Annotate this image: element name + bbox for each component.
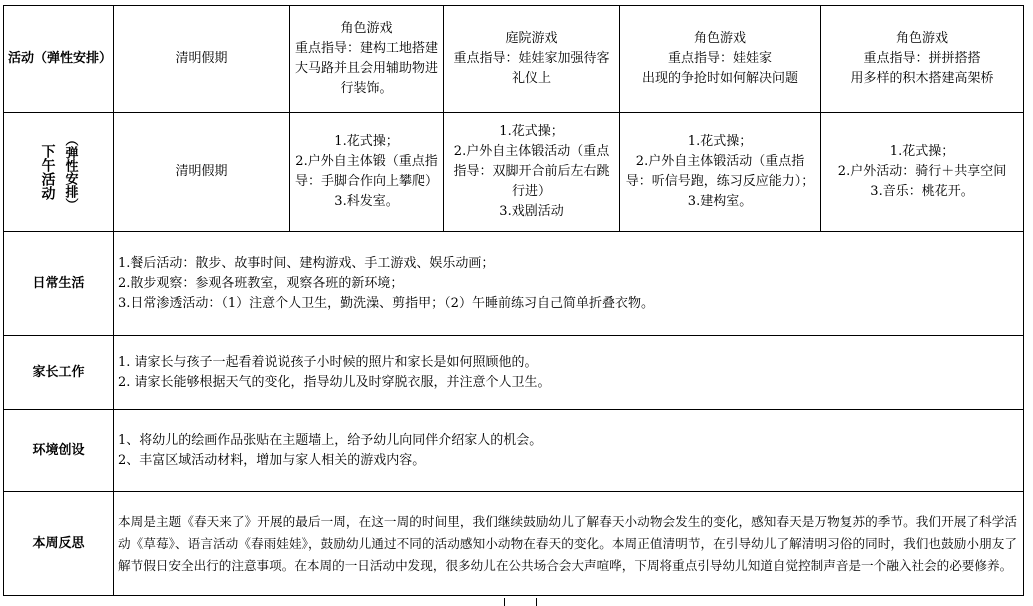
parent-work-line: 1. 请家长与孩子一起看着说说孩子小时候的照片和家长是如何照顾他的。 bbox=[118, 354, 538, 370]
parent-work-row bbox=[4, 336, 1024, 410]
cell-line: 角色游戏 bbox=[693, 31, 746, 46]
activity-header: 活动（弹性安排） bbox=[4, 6, 114, 113]
parent-work-content bbox=[114, 336, 1024, 410]
reflection-header: 本周反思 bbox=[4, 492, 114, 596]
cell-line: 1.花式操； bbox=[334, 134, 399, 149]
afternoon-header-sub: （弹性安排） bbox=[62, 133, 78, 211]
daily-life-line: 2.散步观察：参观各班教室，观察各班的新环境； bbox=[118, 275, 404, 291]
afternoon-cell-4 bbox=[620, 113, 821, 232]
activity-cell-2 bbox=[290, 6, 444, 113]
cell-line: 2.户外自主体锻（重点指导：手脚合作向上攀爬） bbox=[294, 154, 438, 189]
cell-line: 1.花式操； bbox=[499, 124, 564, 139]
activity-cell-1 bbox=[114, 6, 290, 113]
daily-life-row bbox=[4, 232, 1024, 336]
reflection-row bbox=[4, 492, 1024, 596]
cell-line: 3.戏剧活动 bbox=[499, 204, 564, 219]
daily-life-line: 1.餐后活动：散步、故事时间、建构游戏、手工游戏、娱乐动画； bbox=[118, 255, 495, 271]
afternoon-cell-2 bbox=[290, 113, 444, 232]
cell-line: 3.建构室。 bbox=[687, 194, 753, 209]
cell-line: 庭院游戏 bbox=[505, 31, 558, 46]
environment-row bbox=[4, 410, 1024, 492]
environment-header: 环境创设 bbox=[4, 410, 114, 492]
cell-line: 1.花式操； bbox=[889, 144, 955, 159]
daily-life-content bbox=[114, 232, 1024, 336]
afternoon-cell-3 bbox=[444, 113, 620, 232]
cell-line: 重点指导：娃娃家加强待客礼仪上 bbox=[453, 51, 610, 86]
cell-line: 重点指导：拼拼搭搭 bbox=[863, 51, 981, 66]
activity-cell-5 bbox=[821, 6, 1024, 113]
cell-line: 3.科发室。 bbox=[334, 194, 399, 209]
reflection-content bbox=[114, 492, 1024, 596]
afternoon-header-main: 下午活动 bbox=[39, 144, 56, 200]
reflection-text: 本周是主题《春天来了》开展的最后一周，在这一周的时间里，我们继续鼓励幼儿了解春天小动物会发生的变化，感知春天是万物复苏的季节。我们开展了科学活动《草莓》、语言活动《春雨娃娃》，鼓励幼儿通过不同的活动感知小动物在春天的变化。本周正值清明节，在引导幼儿了解清明习俗的同时，我们也鼓励小朋友了解节假日安全出行的注意事项。在本周的一日活动中发现，很多幼儿在公共场合会大声喧哗，下周将重点引导幼儿知道自觉控制声音是一个融入社会的必要修养。 bbox=[118, 513, 1017, 573]
cell-line: 1.花式操； bbox=[687, 134, 753, 149]
afternoon-cell-5 bbox=[821, 113, 1024, 232]
activity-cell-3 bbox=[444, 6, 620, 113]
page-break-marks bbox=[500, 598, 540, 606]
cell-line: 出现的争抢时如何解决问题 bbox=[641, 71, 798, 86]
cell-line: 3.音乐：桃花开。 bbox=[870, 184, 974, 199]
parent-work-header: 家长工作 bbox=[4, 336, 114, 410]
cell-line: 2.户外活动：骑行＋共享空间 bbox=[837, 164, 1007, 179]
cell-line: 清明假期 bbox=[175, 51, 228, 66]
daily-life-header: 日常生活 bbox=[4, 232, 114, 336]
environment-content bbox=[114, 410, 1024, 492]
cell-line: 清明假期 bbox=[175, 164, 228, 179]
weekly-plan-table bbox=[3, 5, 1024, 596]
cell-line: 2.户外自主体锻活动（重点指导：双脚开合前后左右跳行进） bbox=[453, 144, 610, 199]
afternoon-header bbox=[4, 113, 114, 232]
cell-line: 重点指导：娃娃家 bbox=[667, 51, 772, 66]
activity-row bbox=[4, 6, 1024, 113]
cell-line: 用多样的积木搭建高架桥 bbox=[850, 71, 994, 86]
activity-cell-4 bbox=[620, 6, 821, 113]
cell-line: 2.户外自主体锻活动（重点指导：听信号跑，练习反应能力）； bbox=[625, 154, 815, 189]
cell-line: 角色游戏 bbox=[895, 31, 948, 46]
environment-line: 1、将幼儿的绘画作品张贴在主题墙上，给予幼儿向同伴介绍家人的机会。 bbox=[118, 432, 543, 448]
cell-line: 重点指导：建构工地搭建大马路并且会用辅助物进行装饰。 bbox=[294, 41, 438, 96]
daily-life-line: 3.日常渗透活动：（1）注意个人卫生，勤洗澡、剪指甲；（2）午睡前练习自己简单折叠衣物。 bbox=[118, 295, 654, 311]
afternoon-row bbox=[4, 113, 1024, 232]
parent-work-line: 2. 请家长能够根据天气的变化，指导幼儿及时穿脱衣服，并注意个人卫生。 bbox=[118, 374, 551, 390]
cell-line: 角色游戏 bbox=[340, 21, 393, 36]
afternoon-cell-1 bbox=[114, 113, 290, 232]
environment-line: 2、丰富区域活动材料，增加与家人相关的游戏内容。 bbox=[118, 452, 426, 468]
